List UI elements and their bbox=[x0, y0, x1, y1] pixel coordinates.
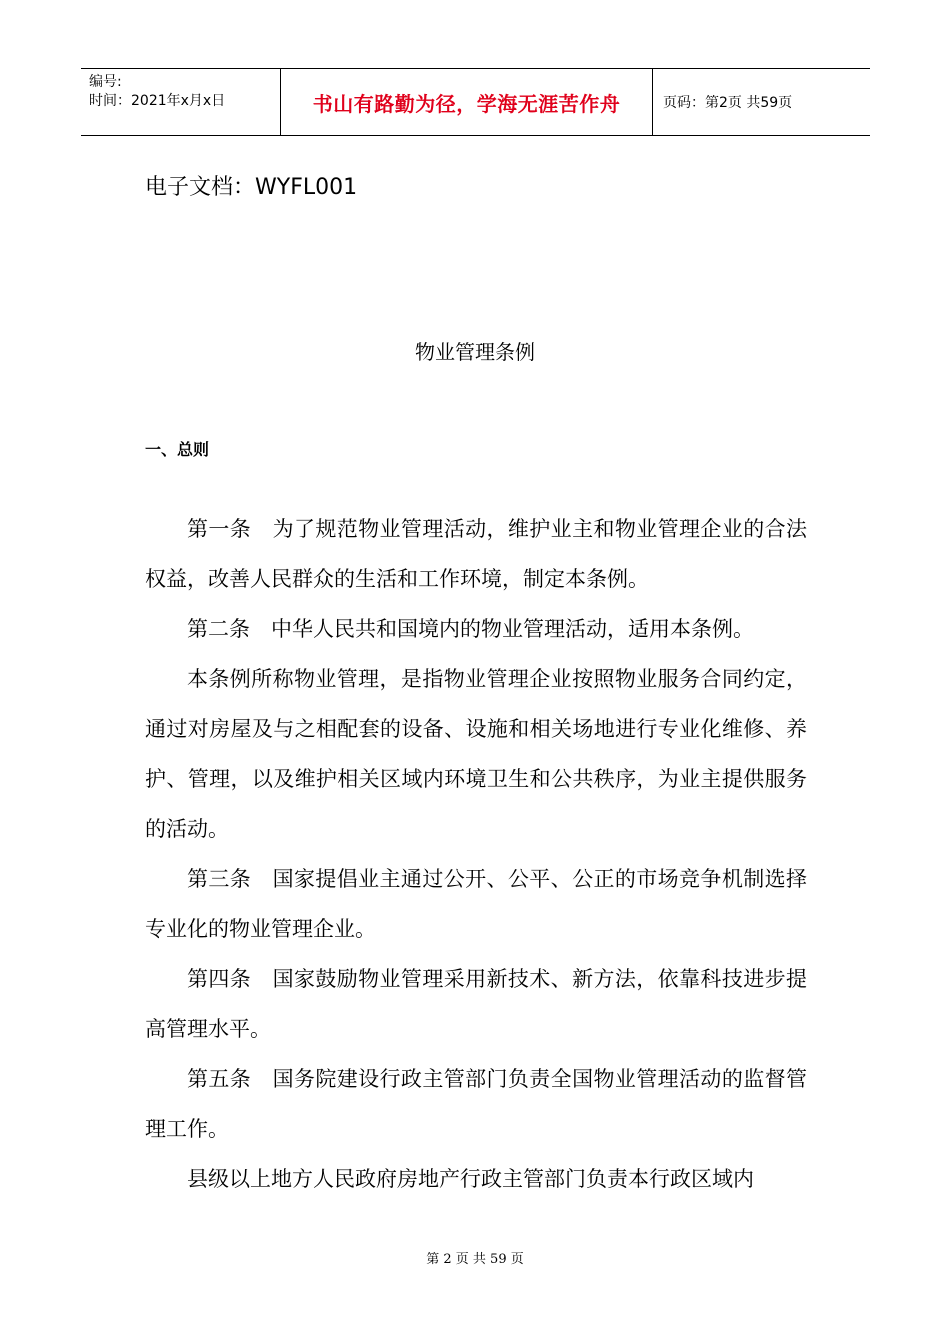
header-meta-cell bbox=[81, 69, 281, 135]
paragraph: 第五条 国务院建设行政主管部门负责全国物业管理活动的监督管理工作。 bbox=[145, 1067, 807, 1141]
paragraph: 第三条 国家提倡业主通过公开、公平、公正的市场竞争机制选择专业化的物业管理企业。 bbox=[145, 867, 807, 941]
document-body bbox=[145, 504, 807, 1204]
document-number-label: 编号: bbox=[89, 74, 122, 90]
paragraph: 第二条 中华人民共和国境内的物业管理活动，适用本条例。 bbox=[187, 617, 754, 641]
document-time-label: 时间：2021年x月x日 bbox=[89, 93, 226, 109]
paragraph: 第一条 为了规范物业管理活动，维护业主和物业管理企业的合法权益，改善人民群众的生活和工作环境，制定本条例。 bbox=[145, 517, 807, 591]
paragraph: 县级以上地方人民政府房地产行政主管部门负责本行政区域内 bbox=[187, 1167, 754, 1191]
paragraph: 第四条 国家鼓励物业管理采用新技术、新方法，依靠科技进步提高管理水平。 bbox=[145, 967, 807, 1041]
document-id: 电子文档：WYFL001 bbox=[145, 175, 358, 200]
document-header bbox=[81, 68, 870, 136]
paragraph: 本条例所称物业管理，是指物业管理企业按照物业服务合同约定，通过对房屋及与之相配套的设备、设施和相关场地进行专业化维修、养护、管理，以及维护相关区域内环境卫生和公共秩序，为业主提供服务的活动。 bbox=[145, 667, 807, 841]
header-motto: 书山有路勤为径，学海无涯苦作舟 bbox=[281, 69, 653, 135]
header-page-code: 页码：第2页 共59页 bbox=[663, 95, 793, 111]
page-footer: 第 2 页 共 59 页 bbox=[426, 1252, 524, 1267]
document-title: 物业管理条例 bbox=[415, 340, 535, 364]
section-heading: 一、总则 bbox=[145, 440, 210, 459]
